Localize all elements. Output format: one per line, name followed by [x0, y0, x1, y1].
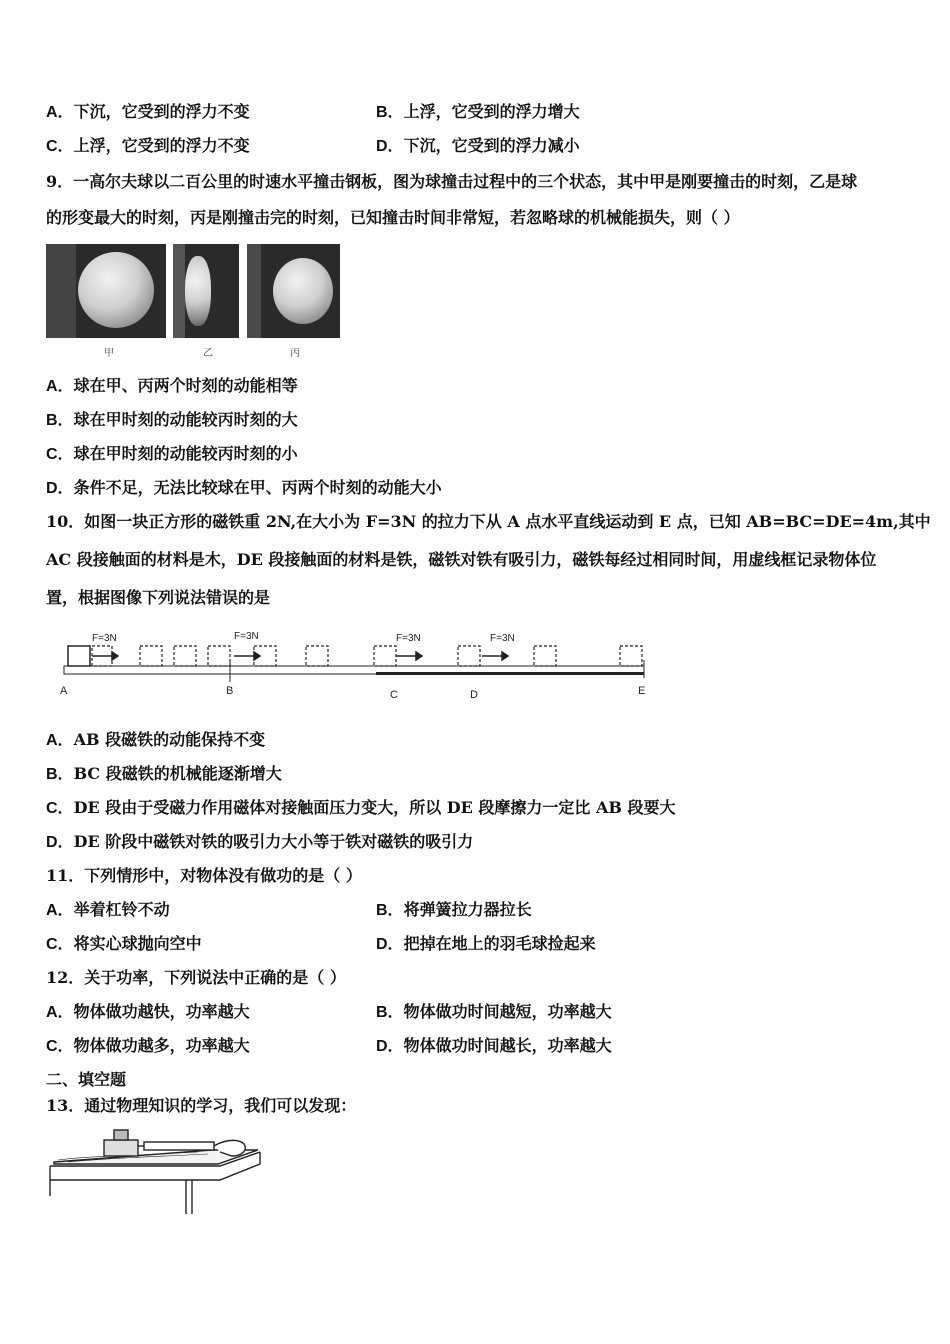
force-label: F=3N [396, 633, 421, 644]
force-label: F=3N [234, 631, 259, 642]
q9-option-a: A．球在甲、丙两个时刻的动能相等 [46, 376, 298, 395]
q11-option-a: A．举着杠铃不动 [46, 900, 170, 919]
point-label-c: C [390, 689, 398, 701]
q10-option-a: A．AB 段磁铁的动能保持不变 [46, 730, 266, 749]
force-label: F=3N [490, 633, 515, 644]
q9-option-b: B．球在甲时刻的动能较丙时刻的大 [46, 410, 298, 429]
q12-option-d: D．物体做功时间越长，功率越大 [376, 1036, 612, 1055]
force-arrow-head [112, 652, 118, 660]
q8-option-a: A．下沉，它受到的浮力不变 [46, 102, 250, 121]
q11-option-b: B．将弹簧拉力器拉长 [376, 900, 532, 919]
force-arrow-head [416, 652, 422, 660]
q10-stem-line3: 置，根据图像下列说法错误的是 [46, 588, 271, 607]
position-box [174, 646, 196, 666]
caption-bing: 丙 [290, 348, 300, 359]
section-heading: 二、填空题 [46, 1070, 127, 1089]
caption-jia: 甲 [104, 348, 114, 359]
q10-option-d: D．DE 阶段中磁铁对铁的吸引力大小等于铁对磁铁的吸引力 [46, 832, 474, 851]
position-box [208, 646, 230, 666]
position-box [140, 646, 162, 666]
golf-ball-photo-bing [247, 244, 340, 338]
position-box [306, 646, 328, 666]
weight [114, 1130, 128, 1140]
point-label-d: D [470, 689, 478, 701]
point-label-a: A [60, 685, 68, 697]
q12-option-a: A．物体做功越快，功率越大 [46, 1002, 250, 1021]
q12-stem: 12．关于功率，下列说法中正确的是（ ） [46, 968, 346, 987]
position-box [534, 646, 556, 666]
q11-option-c: C．将实心球抛向空中 [46, 934, 202, 953]
q9-stem-line1: 9．一高尔夫球以二百公里的时速水平撞击钢板，图为球撞击过程中的三个状态，其中甲是刚要撞击的时刻，乙是球 [46, 172, 858, 191]
q10-stem-line2: AC 段接触面的材料是木，DE 段接触面的材料是铁，磁铁对铁有吸引力，磁铁每经过相同时间，用虚线框记录物体位 [46, 550, 877, 569]
force-arrow-head [502, 652, 508, 660]
force-label: F=3N [92, 633, 117, 644]
q9-option-d: D．条件不足，无法比较球在甲、丙两个时刻的动能大小 [46, 478, 442, 497]
q10-option-b: B．BC 段磁铁的机械能逐渐增大 [46, 764, 282, 783]
q12-option-b: B．物体做功时间越短，功率越大 [376, 1002, 612, 1021]
q10-option-c: C．DE 段由于受磁力作用磁体对接触面压力变大，所以 DE 段摩擦力一定比 AB 段要大 [46, 798, 676, 817]
q10-stem-line1: 10．如图一块正方形的磁铁重 2N,在大小为 F=3N 的拉力下从 A 点水平直线运动到 E 点，已知 AB=BC=DE=4m,其中 [46, 512, 931, 531]
position-box [620, 646, 642, 666]
force-arrow-head [254, 652, 260, 660]
q11-option-d: D．把掉在地上的羽毛球捡起来 [376, 934, 596, 953]
q8-option-b: B．上浮，它受到的浮力增大 [376, 102, 580, 121]
golf-ball-photo-jia [46, 244, 166, 338]
wooden-block [104, 1140, 138, 1156]
magnet-block [68, 646, 90, 666]
q11-stem: 11．下列情形中，对物体没有做功的是（ ） [46, 866, 362, 885]
track-iron [376, 672, 644, 675]
q9-stem-line2: 的形变最大的时刻，丙是刚撞击完的时刻，已知撞击时间非常短，若忽略球的机械能损失，则（ ） [46, 208, 740, 227]
golf-ball-photo-yi [173, 244, 239, 338]
q13-stem: 13．通过物理知识的学习，我们可以发现： [46, 1096, 357, 1115]
spring-scale [144, 1142, 214, 1150]
point-label-b: B [226, 685, 234, 697]
position-box [458, 646, 480, 666]
position-box [374, 646, 396, 666]
caption-yi: 乙 [203, 348, 213, 359]
friction-experiment-sketch [48, 1126, 268, 1218]
q12-option-c: C．物体做功越多，功率越大 [46, 1036, 250, 1055]
q9-option-c: C．球在甲时刻的动能较丙时刻的小 [46, 444, 298, 463]
point-label-e: E [638, 685, 646, 697]
q8-option-d: D．下沉，它受到的浮力减小 [376, 136, 580, 155]
q8-option-c: C．上浮，它受到的浮力不变 [46, 136, 250, 155]
magnet-motion-diagram [58, 626, 658, 702]
